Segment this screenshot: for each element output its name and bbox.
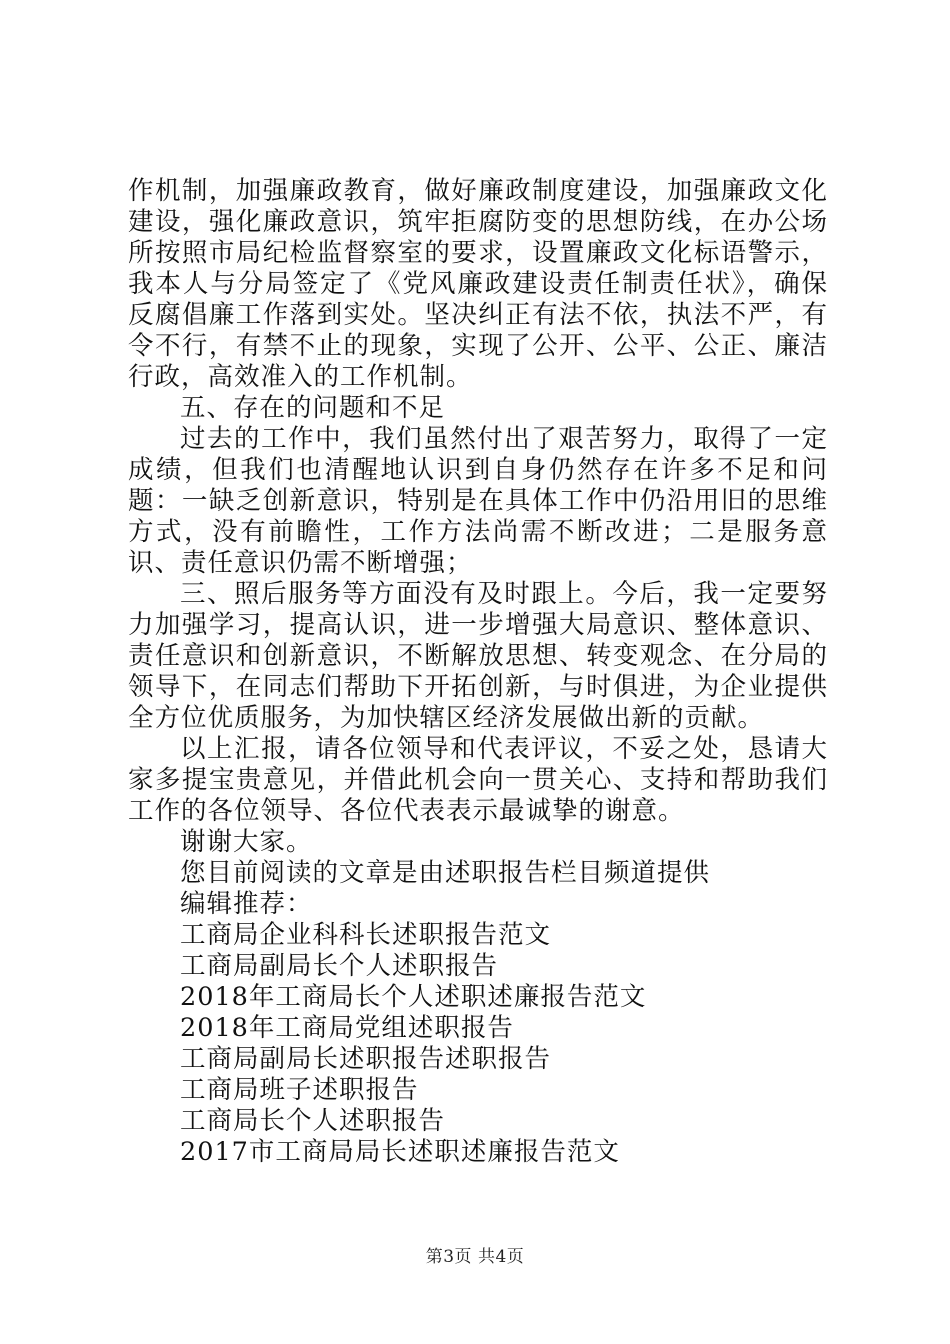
body-paragraph-2: 过去的工作中，我们虽然付出了艰苦努力，取得了一定成绩，但我们也清醒地认识到自身仍然存在许多不足和问题：一缺乏创新意识，特别是在具体工作中仍沿用旧的思维方式，没有前瞻性，工作方法尚需不断改进；二是服务意识、责任意识仍需不断增强； <box>128 424 828 578</box>
recommend-link-5[interactable]: 工商局副局长述职报告述职报告 <box>180 1044 552 1074</box>
recommend-link-2[interactable]: 工商局副局长个人述职报告 <box>180 951 499 981</box>
body-paragraph-1: 作机制，加强廉政教育，做好廉政制度建设，加强廉政文化建设，强化廉政意识，筑牢拒腐防变的思想防线，在办公场所按照市局纪检监督察室的要求，设置廉政文化标语警示，我本人与分局签定了《党风廉政建设责任制责任状》，确保反腐倡廉工作落到实处。坚决纠正有法不依，执法不严，有令不行，有禁不止的现象，实现了公开、公平、公正、廉洁行政，高效准入的工作机制。 <box>128 176 828 392</box>
body-paragraph-4: 以上汇报，请各位领导和代表评议，不妥之处，恳请大家多提宝贵意见，并借此机会向一贯关心、支持和帮助我们工作的各位领导、各位代表表示最诚挚的谢意。 <box>128 734 828 826</box>
closing-thanks: 谢谢大家。 <box>180 827 313 857</box>
recommend-link-3[interactable]: 2018年工商局长个人述职述廉报告范文 <box>180 982 647 1012</box>
section-heading-problems: 五、存在的问题和不足 <box>180 393 446 423</box>
recommend-link-1[interactable]: 工商局企业科科长述职报告范文 <box>180 920 552 950</box>
recommend-link-6[interactable]: 工商局班子述职报告 <box>180 1075 419 1105</box>
body-paragraph-3: 三、照后服务等方面没有及时跟上。今后，我一定要努力加强学习，提高认识，进一步增强大局意识、整体意识、责任意识和创新意识，不断解放思想、转变观念、在分局的领导下，在同志们帮助下开拓创新，与时俱进，为企业提供全方位优质服务，为加快辖区经济发展做出新的贡献。 <box>128 579 828 733</box>
recommend-link-4[interactable]: 2018年工商局党组述职报告 <box>180 1013 514 1043</box>
document-body <box>128 176 828 1168</box>
recommend-list <box>128 920 828 1168</box>
recommend-link-8[interactable]: 2017市工商局局长述职述廉报告范文 <box>180 1137 620 1167</box>
recommend-heading: 编辑推荐： <box>180 889 313 919</box>
recommend-link-7[interactable]: 工商局长个人述职报告 <box>180 1106 446 1136</box>
page-number-footer: 第3页 共4页 <box>425 1247 525 1267</box>
source-notice: 您目前阅读的文章是由述职报告栏目频道提供 <box>180 858 711 888</box>
